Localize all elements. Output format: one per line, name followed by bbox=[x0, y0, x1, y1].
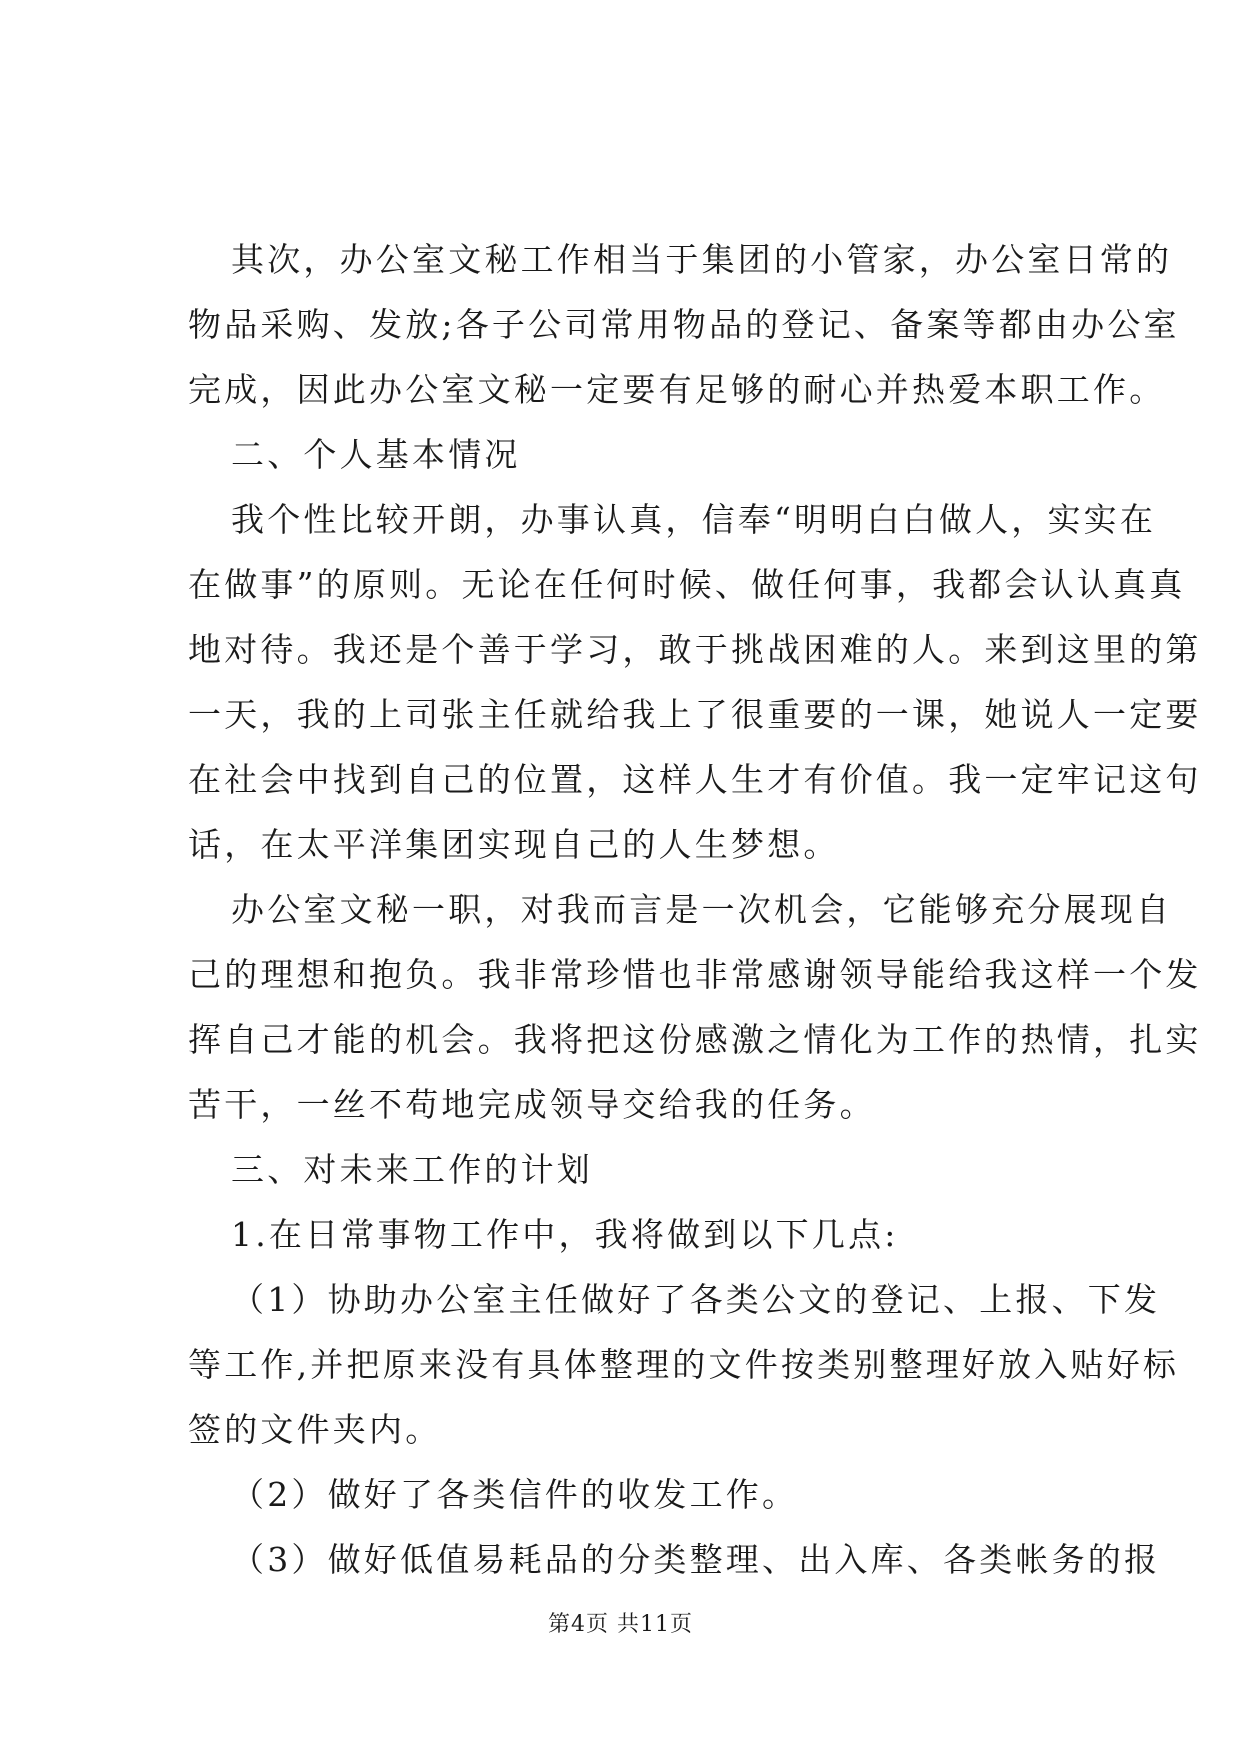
text-line: 完成，因此办公室文秘一定要有足够的耐心并热爱本职工作。 bbox=[188, 370, 1166, 409]
list-item: （3）做好低值易耗品的分类整理、出入库、各类帐务的报 bbox=[231, 1540, 1161, 1579]
text-line: 地对待。我还是个善于学习，敢于挑战困难的人。来到这里的第 bbox=[188, 630, 1202, 669]
list-item: （1）协助办公室主任做好了各类公文的登记、上报、下发 bbox=[231, 1280, 1161, 1319]
text-line: 挥自己才能的机会。我将把这份感激之情化为工作的热情，扎实 bbox=[188, 1020, 1202, 1059]
document-body bbox=[188, 227, 1202, 1592]
text-line: 其次，办公室文秘工作相当于集团的小管家，办公室日常的 bbox=[231, 240, 1173, 279]
text-line: 我个性比较开朗，办事认真，信奉“明明白白做人，实实在 bbox=[231, 500, 1157, 539]
list-heading: 1.在日常事物工作中，我将做到以下几点: bbox=[231, 1215, 899, 1254]
text-line: 办公室文秘一职，对我而言是一次机会，它能够充分展现自 bbox=[231, 890, 1173, 929]
text-line: 己的理想和抱负。我非常珍惜也非常感谢领导能给我这样一个发 bbox=[188, 955, 1202, 994]
text-line: 物品采购、发放;各子公司常用物品的登记、备案等都由办公室 bbox=[188, 305, 1180, 344]
text-line: 等工作,并把原来没有具体整理的文件按类别整理好放入贴好标 bbox=[188, 1345, 1180, 1384]
text-line: 签的文件夹内。 bbox=[188, 1410, 442, 1449]
text-line: 话，在太平洋集团实现自己的人生梦想。 bbox=[188, 825, 840, 864]
section-heading: 二、个人基本情况 bbox=[231, 435, 521, 474]
section-heading: 三、对未来工作的计划 bbox=[231, 1150, 593, 1189]
text-line: 在社会中找到自己的位置，这样人生才有价值。我一定牢记这句 bbox=[188, 760, 1202, 799]
page-number: 第4页 共11页 bbox=[548, 1612, 693, 1637]
page-footer bbox=[0, 1610, 1241, 1640]
list-item: （2）做好了各类信件的收发工作。 bbox=[231, 1475, 799, 1514]
text-line: 在做事”的原则。无论在任何时候、做任何事，我都会认认真真 bbox=[188, 565, 1186, 604]
text-line: 苦干，一丝不苟地完成领导交给我的任务。 bbox=[188, 1085, 876, 1124]
text-line: 一天，我的上司张主任就给我上了很重要的一课，她说人一定要 bbox=[188, 695, 1202, 734]
